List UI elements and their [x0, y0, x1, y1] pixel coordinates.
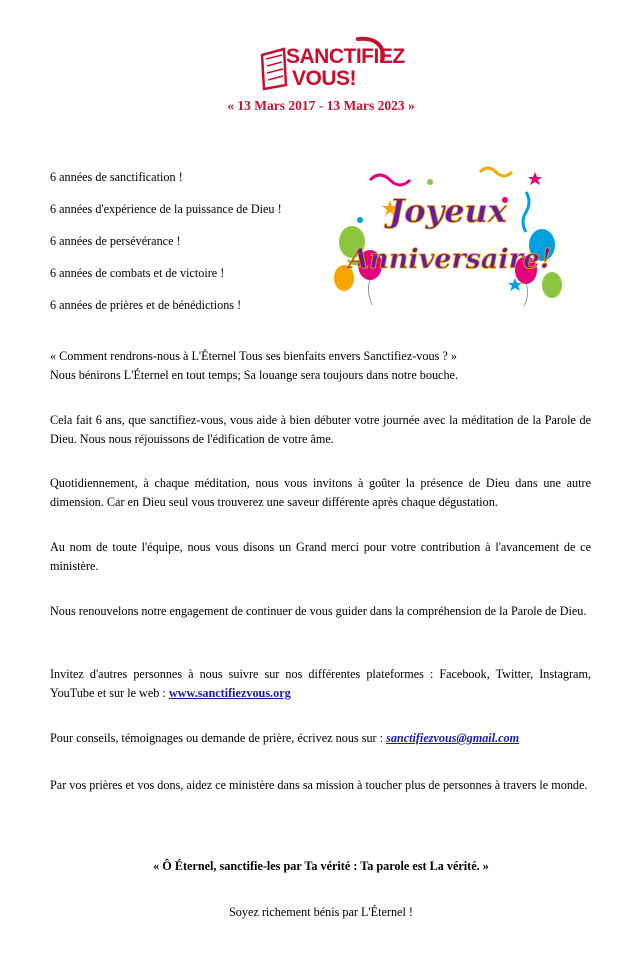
paragraph-5-text: Invitez d'autres personnes à nous suivre sur nos différentes plateformes : Facebook, Twitter, Instagram, YouTube et sur le web :	[50, 667, 591, 700]
paragraph-1: Cela fait 6 ans, que sanctifiez-vous, vous aide à bien débuter votre journée avec la méditation de la Parole de Dieu. Nous nous réjouissons de l'édification de votre âme.	[50, 413, 591, 446]
paragraph-5	[50, 665, 591, 703]
list-item: 6 années de combats et de victoire !	[50, 266, 225, 280]
anniversary-banner	[330, 160, 570, 310]
book-icon	[262, 49, 286, 89]
paragraph-4: Nous renouvelons notre engagement de continuer de vous guider dans la compréhension de la Parole de Dieu.	[50, 604, 587, 618]
list-item: 6 années de persévérance !	[50, 234, 181, 248]
website-link[interactable]: www.sanctifiezvous.org	[168, 686, 291, 700]
logo-line1: SANCTIFIEZ	[286, 45, 405, 68]
paragraph-7: Par vos prières et vos dons, aidez ce ministère dans sa mission à toucher plus de personnes à travers le monde.	[50, 778, 588, 792]
quote-block	[50, 347, 591, 385]
quote-line1: « Comment rendrons-nous à L'Éternel Tous ses bienfaits envers Sanctifiez-vous ? »	[50, 349, 457, 363]
paragraph-6-text: Pour conseils, témoignages ou demande de prière, écrivez nous sur :	[50, 731, 384, 745]
page-title: « 13 Mars 2017 - 13 Mars 2023 »	[227, 98, 415, 113]
paragraph-6	[50, 729, 591, 748]
email-link[interactable]: sanctifiezvous@gmail.com	[386, 731, 520, 745]
logo-line2: VOUS!	[292, 67, 357, 90]
years-list	[50, 168, 282, 328]
banner-line2: Anniversaire!	[348, 244, 552, 275]
paragraph-3: Au nom de toute l'équipe, nous vous disons un Grand merci pour votre contribution à l'avancement de ce ministère.	[50, 540, 591, 573]
blessing: Soyez richement bénis par L'Éternel !	[229, 905, 413, 919]
banner-line1: Joyeux	[389, 192, 507, 230]
list-item: 6 années de sanctification !	[50, 170, 183, 184]
list-item: 6 années de prières et de bénédictions !	[50, 298, 242, 312]
paragraph-2: Quotidiennement, à chaque méditation, nous vous invitons à goûter la présence de Dieu dans une autre dimension. Car en Dieu seul vous trouverez une saveur différente après chaque dégustation.	[50, 476, 591, 509]
closing-verse: « Ô Éternel, sanctifie-les par Ta vérité : Ta parole est La vérité. »	[153, 859, 489, 873]
quote-line2: Nous bénirons L'Éternel en tout temps; Sa louange sera toujours dans notre bouche.	[50, 368, 459, 382]
sanctifiez-vous-logo	[258, 33, 405, 91]
list-item: 6 années d'expérience de la puissance de Dieu !	[50, 202, 282, 216]
